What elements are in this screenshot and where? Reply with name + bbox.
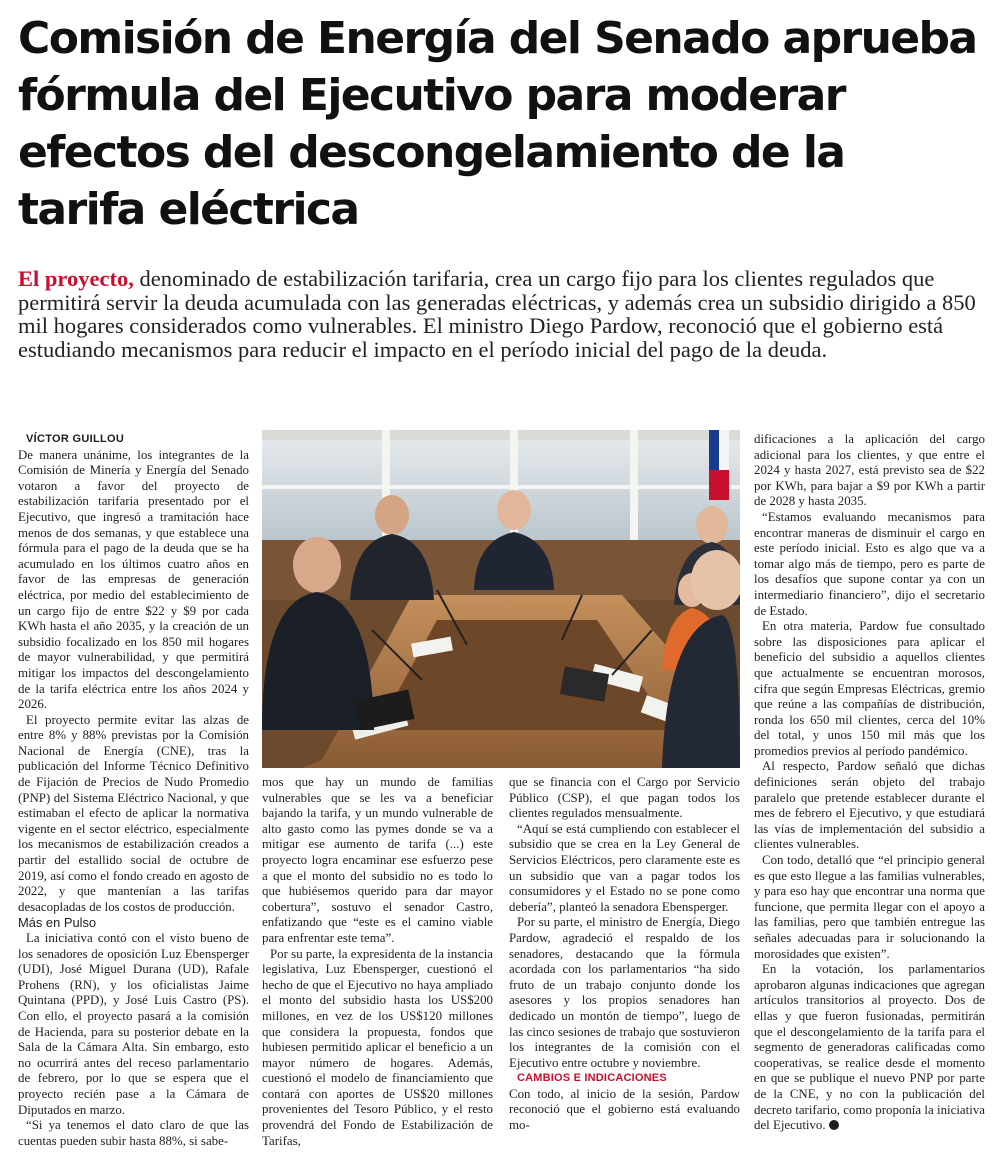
paragraph: Al respecto, Pardow señaló que dichas definiciones serán objeto del trabajo paralelo que pretende establecer durante el mes de febrero el Ejecutivo, y que estudiará las vías de implementación del subsidio a clientes vulnerables. [754,759,985,852]
paragraph: La iniciativa contó con el visto bueno de los senadores de oposición Luz Ebensperger (UDI), José Miguel Durana (UD), Rafale Prohens (RN), y los oficialistas Jaime Quintana (PPD), y José Luis Castro (PS). Con ello, el proyecto pasará a la comisión de Hacienda, para su posterior debate en la Sala de la Cámara Alta. Sin embargo, esto no ocurrirá antes del receso parlamentario de febrero, por lo que se espera que el proyecto recién pase a la Cámara de Diputados en marzo. [18,931,249,1117]
paragraph: que se financia con el Cargo por Servicio Público (CSP), el que pagan todos los clientes regulados mensualmente. [509,775,740,821]
end-mark-icon [829,1120,839,1130]
article-column-1 [18,432,249,1162]
lead-kicker: El proyecto, [18,266,134,291]
paragraph: Con todo, al inicio de la sesión, Pardow reconoció que el gobierno está evaluando mo- [509,1086,740,1133]
paragraph: El proyecto permite evitar las alzas de entre 8% y 88% previstas por la Comisión Nacional de Energía (CNE), tras la publicación del Informe Técnico Definitivo de Fijación de Precios de Nudo Promedio (PNP) del Sistema Eléctrico Nacional, y que estimaban el efecto de aplicar la normativa vigente en el sector eléctrico, especialmente los mecanismos de estabilización creados a partir del estallido social de octubre de 2019, así como el fondo creado en agosto de 2022, y que mantenían a las tarifas desacopladas de los costos de producción. [18,712,249,914]
paragraph: Por su parte, la expresidenta de la instancia legislativa, Luz Ebensperger, cuestionó el hecho de que el Ejecutivo no haya ampliado el monto del subsidio hasta los US$200 millones, en vez de los US$120 millones que considera la propuesta, fondos que hubiesen permitido aplicar el beneficio a un mayor número de hogares. Además, cuestionó el modelo de financiamiento que contará con aportes de US$20 millones provenientes del Tesoro Público, y el resto provendrá del Fondo de Estabilización de Tarifas, [262,946,493,1148]
paragraph: En otra materia, Pardow fue consultado sobre las disposiciones para aplicar el beneficio del subsidio a aquellos clientes que actualmente se encuentran morosos, cifra que según Empresas Eléctricas, gremio que reúne a las compañías de distribución, ronda los 650 mil clientes, cerca del 10% del total, y unos 150 mil más que los promedios previos al período pandémico. [754,619,985,758]
headline: Comisión de Energía del Senado aprueba fórmula del Ejecutivo para moderar efectos del descongelamiento de la tarifa eléctrica [18,13,977,235]
paragraph: dificaciones a la aplicación del cargo adicional para los clientes, y que entre el 2024 y hasta 2027, está previsto sea de $22 por KWh, para bajar a $9 por KWh a partir de 2028 y hasta 2035. [754,432,985,509]
lead-text: denominado de estabilización tarifaria, crea un cargo fijo para los clientes regulados que permitirá servir la deuda acumulada con las generadas eléctricas, y además crea un subsidio dirigido a 850 mil hogares considerados como vulnerables. El ministro Diego Pardow, reconoció que el gobierno está estudiando mecanismos para reducir el impacto en el período inicial del pago de la deuda. [18,266,976,362]
lead-paragraph [18,267,983,361]
paragraph: “Aquí se está cumpliendo con establecer el subsidio que se crea en la Ley General de Servicios Eléctricos, pero claramente este es un subsidio que van a pagar todos los consumidores y el Estado no se pone como debería”, planteó la senadora Ebensperger. [509,821,740,914]
article-photo [262,430,740,768]
paragraph: “Si ya tenemos el dato claro de que las cuentas pueden subir hasta 88%, si sabe- [18,1118,249,1148]
section-heading: CAMBIOS E INDICACIONES [517,1072,667,1085]
byline: VÍCTOR GUILLOU [26,433,125,445]
article-column-2 [262,775,493,1162]
photo-illustration [262,430,740,768]
paragraph: Con todo, detalló que “el principio general es que esto llegue a las familias vulnerables, y para eso hay que encontrar una norma que funcione, que permita llegar con el apoyo a las familias, pero que también entregue las señales adecuadas para ir solucionando la morosidades que existen”. [754,853,985,961]
paragraph: “Estamos evaluando mecanismos para encontrar maneras de disminuir el cargo en este período inicial. Esto es algo que va a tomar algo más de tiempo, pero es parte de los desafíos que supone contar ya con un intermediario financiero”, dijo el secretario de Estado. [754,509,985,618]
paragraph: mos que hay un mundo de familias vulnerables que se les va a beneficiar bajando la tarifa, y un mundo vulnerable de alto gasto como las pymes donde se va a mitigar ese aumento de tarifa (...) este proyecto logra encaminar ese esfuerzo pese a que el monto del subsidio no es todo lo que hubiésemos querido para dar mayor cobertura”, sostuvo el senador Castro, enfatizando que “este es el camino viable para enfrentar este tema”. [262,775,493,945]
paragraph-text: En la votación, los parlamentarios aprobaron algunas indicaciones que agregan artículos transitorios al proyecto. Dos de ellas y que fueron fusionadas, permitirán que el descongelamiento de la tarifa para el segmento de generadoras calificadas como cooperativas, se realice desde el momento en que se publique el nuevo PNP por parte de la CNE, y no con la publicación del decreto tarifario, como proponía la iniciativa del Ejecutivo. [754,962,985,1133]
paragraph: Por su parte, el ministro de Energía, Diego Pardow, agradeció el respaldo de los senadores, destacando que la fórmula acordada con los parlamentarios “ha sido fruto de un trabajo conjunto donde los asesores y los propios senadores han dedicado un montón de tiempo”, luego de las cinco sesiones de trabajo que sostuvieron los integrantes de la comisión con el Ejecutivo entre octubre y noviembre. [509,915,740,1070]
paragraph-subhead: Más en Pulso [18,915,97,931]
article-column-4 [754,432,985,1162]
paragraph-last [754,962,985,1134]
article-column-3 [509,775,740,1162]
paragraph: De manera unánime, los integrantes de la Comisión de Minería y Energía del Senado votaron a favor del proyecto de estabilización tarifaria presentado por el Ejecutivo, que ingresó a tramitación hace menos de dos semanas, y que establece una fórmula para el pago de la deuda que se ha acumulado en los últimos cuatro años en favor de las empresas de generación eléctrica, por medio del establecimiento de un cargo fijo de entre $22 y $9 por cada KWh hasta el año 2035, y la creación de un subsidio focalizado en los 850 mil hogares de mayor vulnerabilidad, y que permitirá mitigar los impactos del descongelamiento de la tarifa eléctrica entre los años 2024 y 2026. [18,447,249,712]
